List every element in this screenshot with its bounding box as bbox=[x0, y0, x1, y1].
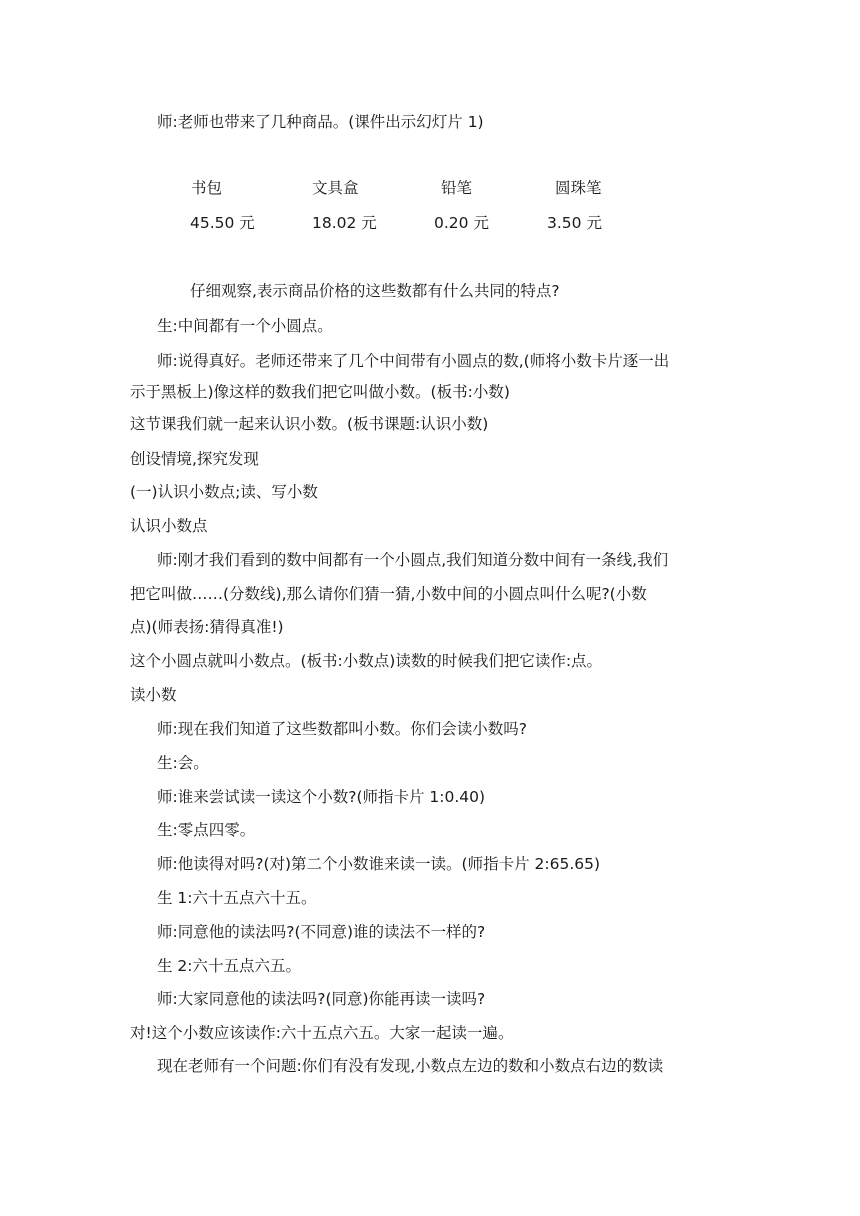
paragraph-line: 点)(师表扬:猜得真准!) bbox=[130, 618, 284, 636]
paragraph-line: 师:刚才我们看到的数中间都有一个小圆点,我们知道分数中间有一条线,我们 bbox=[157, 551, 669, 569]
paragraph-line: 这节课我们就一起来认识小数。(板书课题:认识小数) bbox=[130, 415, 489, 433]
paragraph-line: 示于黑板上)像这样的数我们把它叫做小数。(板书:小数) bbox=[130, 383, 510, 401]
product-name-schoolbag: 书包 bbox=[191, 179, 223, 197]
paragraph-line: 师:他读得对吗?(对)第二个小数谁来读一读。(师指卡片 2:65.65) bbox=[157, 855, 601, 873]
section-heading: 读小数 bbox=[130, 686, 177, 704]
product-price-pencil-case: 18.02 元 bbox=[312, 214, 377, 232]
paragraph-line: 这个小圆点就叫小数点。(板书:小数点)读数的时候我们把它读作:点。 bbox=[130, 652, 603, 670]
paragraph-line: 师:老师也带来了几种商品。(课件出示幻灯片 1) bbox=[157, 113, 484, 131]
product-price-schoolbag: 45.50 元 bbox=[190, 214, 255, 232]
product-price-pencil: 0.20 元 bbox=[434, 214, 489, 232]
section-heading: (一)认识小数点;读、写小数 bbox=[130, 483, 318, 501]
paragraph-line: 生:会。 bbox=[157, 754, 209, 772]
section-heading: 创设情境,探究发现 bbox=[130, 450, 259, 468]
paragraph-line: 生 1:六十五点六十五。 bbox=[157, 889, 317, 907]
product-name-ballpen: 圆珠笔 bbox=[555, 179, 602, 197]
paragraph-line: 对!这个小数应该读作:六十五点六五。大家一起读一遍。 bbox=[130, 1024, 514, 1042]
product-name-pencil-case: 文具盒 bbox=[312, 179, 359, 197]
paragraph-line: 仔细观察,表示商品价格的这些数都有什么共同的特点? bbox=[190, 282, 560, 300]
paragraph-line: 师:大家同意他的读法吗?(同意)你能再读一读吗? bbox=[157, 990, 486, 1008]
section-heading: 认识小数点 bbox=[130, 517, 208, 535]
paragraph-line: 师:说得真好。老师还带来了几个中间带有小圆点的数,(师将小数卡片逐一出 bbox=[157, 352, 670, 370]
paragraph-line: 把它叫做……(分数线),那么请你们猜一猜,小数中间的小圆点叫什么呢?(小数 bbox=[130, 585, 647, 603]
paragraph-line: 生:零点四零。 bbox=[157, 821, 256, 839]
paragraph-line: 师:谁来尝试读一读这个小数?(师指卡片 1:0.40) bbox=[157, 788, 486, 806]
paragraph-line: 生 2:六十五点六五。 bbox=[157, 957, 302, 975]
paragraph-line: 师:现在我们知道了这些数都叫小数。你们会读小数吗? bbox=[157, 720, 527, 738]
paragraph-line: 现在老师有一个问题:你们有没有发现,小数点左边的数和小数点右边的数读 bbox=[157, 1057, 664, 1075]
product-price-ballpen: 3.50 元 bbox=[547, 214, 602, 232]
product-name-pencil: 铅笔 bbox=[441, 179, 473, 197]
paragraph-line: 师:同意他的读法吗?(不同意)谁的读法不一样的? bbox=[157, 923, 486, 941]
paragraph-line: 生:中间都有一个小圆点。 bbox=[157, 317, 333, 335]
